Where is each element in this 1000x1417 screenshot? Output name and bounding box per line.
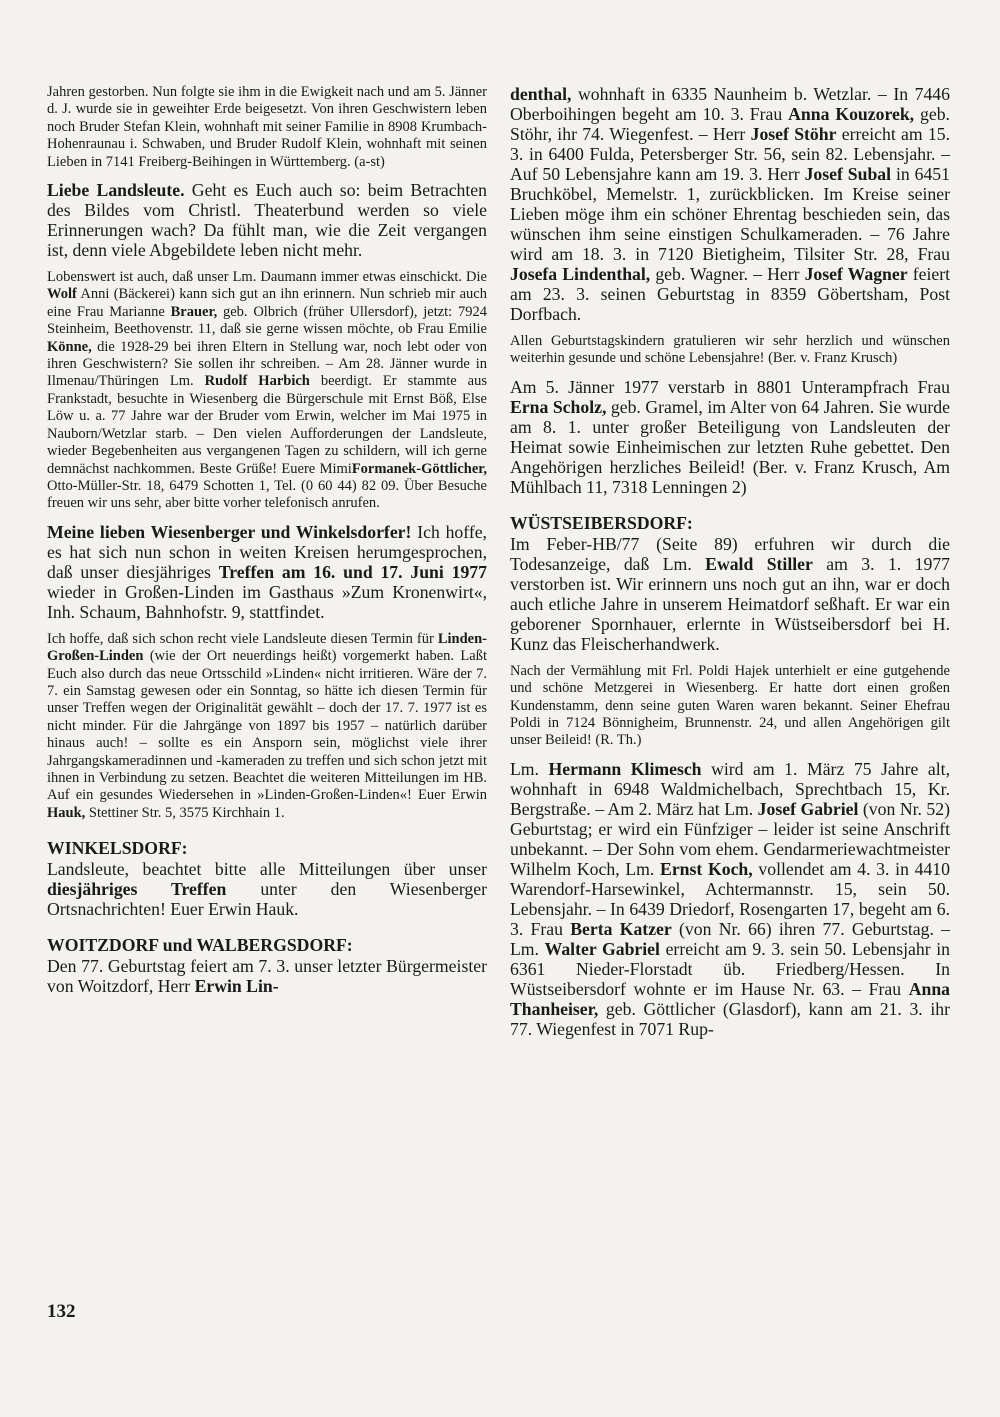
bold-name: Hermann Klimesch: [548, 758, 702, 779]
article-paragraph: [47, 269, 487, 513]
bold-name: Hauk,: [47, 804, 86, 821]
text-run: die 1928-29 bei ihren Eltern in Stellung war, noch lebt oder von ihren Geschwistern? Sie sollen ihr schreiben. – Am 28. Jänner wurde in Ilmenau/Thüringen Lm.: [47, 338, 487, 390]
bold-name: Walter Gabriel: [544, 938, 660, 959]
bold-name: diesjähriges Treffen: [47, 879, 227, 900]
article-paragraph: [47, 522, 487, 622]
text-run: wird am 1. März 75 Jahre alt, wohnhaft in 6948 Waldmichelbach, Sprechtbach 15, Kr. Bergstraße. – Am 2. März hat Lm.: [510, 758, 951, 819]
bold-name: Formanek-Göttlicher,: [351, 460, 487, 477]
article-paragraph: [510, 84, 950, 324]
text-run: Otto-Müller-Str. 18, 6479 Schotten 1, Tel. (0 60 44) 82 09. Über Besuche freuen wir uns sehr, aber bitte vorher telefonisch anrufen.: [47, 477, 487, 512]
bold-name: Treffen am 16. und 17. Juni 1977: [218, 561, 487, 582]
text-run: wohnhaft in 6335 Naunheim b. Wetzlar. – In 7446 Oberboihingen begeht am 10. 3. Frau: [510, 84, 950, 124]
text-run: (von Nr. 66) ihren 77. Geburtstag. – Lm.: [510, 918, 951, 959]
article-paragraph: [510, 333, 950, 368]
text-run: erreicht am 15. 3. in 6400 Fulda, Petersberger Str. 56, sein 82. Lebensjahr. – Auf 50 Lebensjahre kann am 19. 3. Herr: [510, 124, 950, 184]
bold-name: Liebe Landsleute.: [47, 180, 185, 201]
bold-name: Josefa Lindenthal,: [510, 264, 651, 284]
text-run: beerdigt. Er stammte aus Frankstadt, besuchte in Wiesenberg die Bürgerschule mit Ernst Böß, Else Löw u. a. 77 Jahre war der Bruder vom Erwin, welcher im Mai 1975 in Nauborn/Wetzlar starb. – Den vielen Aufforderungen der Landsleute, wieder Begebenheiten aus vergangenen Tagen zu schildern, will ich gerne demnächst nachkommen. Beste Grüße! Euere Mimi: [47, 373, 488, 477]
article-paragraph: [47, 84, 487, 171]
bold-name: Anna Thanheiser,: [510, 978, 950, 1019]
text-run: vollendet am 4. 3. in 4410 Warendorf-Harsewinkel, Achtermannstr. 15, sein 50. Lebensjahr. – In 6439 Driedorf, Rosengarten 17, begeht am 6. 3. Frau: [510, 858, 950, 939]
article-paragraph: [510, 759, 950, 1039]
article-paragraph: [47, 631, 487, 822]
bold-name: Meine lieben Wiesenberger und Winkelsdorfer!: [47, 521, 412, 542]
text-run: Nach der Vermählung mit Frl. Poldi Hajek unterhielt er eine gutgehende und schöne Metzgerei in Wiesenberg. Er hatte dort einen großen Kundenstamm, denn seine guten Waren waren bekannt. Seiner Ehefrau Poldi in 7124 Bönnigheim, Brunnenstr. 24, und allen Angehörigen gilt unser Beileid! (R. Th.): [510, 662, 950, 749]
text-run: wieder in Großen-Linden im Gasthaus »Zum Kronenwirt«, Inh. Schaum, Bahnhofstr. 9, stattfindet.: [47, 581, 487, 622]
bold-name: Rudolf Harbich: [204, 373, 310, 390]
text-run: am 3. 1. 1977 verstorben ist. Wir erinnern uns noch gut an ihn, war er doch auch etliche Jahre in unserem Heimatdorf seßhaft. Er war ein geborener Spornhauer, erlernte in Wüstseibersdorf bei H. Kunz das Fleischerhandwerk.: [510, 553, 951, 654]
text-run: (von Nr. 52) Geburtstag; er wird ein Fünfziger – leider ist seine Anschrift unbekannt. – Der Sohn vom ehem. Gendarmeriewachtmeister Wilhelm Koch, Lm.: [510, 798, 950, 879]
text-run: Geht es Euch auch so: beim Betrachten des Bildes vom Christl. Theaterbund werden so viele Erinnerungen wach? Da fühlt man, wie die Zeit vergangen ist, denn viele Abgebildete leben nicht mehr.: [47, 180, 487, 261]
bold-name: Wolf: [47, 286, 77, 303]
article-paragraph: [47, 180, 487, 260]
bold-name: Könne,: [47, 338, 92, 355]
text-run: Lm.: [510, 758, 549, 779]
text-run: Den 77. Geburtstag feiert am 7. 3. unser letzter Bürgermeister von Woitzdorf, Herr: [47, 956, 487, 997]
text-run: Landsleute, beachtet bitte alle Mitteilungen über unser: [47, 859, 487, 880]
left-column: [47, 84, 487, 996]
text-run: geb. Göttlicher (Glasdorf), kann am 21. 3. ihr 77. Wiegenfest in 7071 Rup-: [510, 998, 950, 1039]
text-run: geb. Gramel, im Alter von 64 Jahren. Sie wurde am 8. 1. unter großer Beteiligung von Landsleuten der Heimat sowie Einheimischen zur letzten Ruhe gebettet. Den Angehörigen herzliches Beileid! (Ber. v. Franz Krusch, Am Mühlbach 11, 7318 Lenningen 2): [510, 396, 950, 497]
bold-name: Ewald Stiller: [705, 553, 813, 574]
text-run: feiert am 23. 3. seinen Geburtstag in 8359 Göbertsham, Post Dorfbach.: [510, 264, 951, 324]
bold-name: Josef Wagner: [804, 264, 908, 284]
right-column: [510, 84, 950, 1039]
text-run: unter den Wiesenberger Ortsnachrichten! Euer Erwin Hauk.: [47, 879, 487, 920]
text-run: Ich hoffe, es hat sich nun schon in weiten Kreisen herumgesprochen, daß unser diesjähriges: [47, 521, 487, 582]
text-run: in 6451 Bruchköbel, Memelstr. 1, zurückblicken. Im Kreise seiner Lieben möge ihm ein schöner Ehrentag beschieden sein, das wünschen ihm seine einstigen Schulkameraden. – 76 Jahre wird am 18. 3. in 7120 Bietigheim, Tilsiter Str. 28, Frau: [510, 164, 950, 264]
page-number: 132: [47, 1301, 76, 1322]
text-run: erreicht am 9. 3. sein 50. Lebensjahr in 6361 Nieder-Florstadt üb. Friedberg/Hessen. In Wüstseibersdorf wohnte er im Hause Nr. 63. – Frau: [510, 938, 951, 999]
section-heading: WINKELSDORF:: [47, 838, 188, 859]
text-run: geb. Stöhr, ihr 74. Wiegenfest. – Herr: [510, 104, 950, 144]
text-run: Stettiner Str. 5, 3575 Kirchhain 1.: [85, 804, 285, 821]
text-run: Allen Geburtstagskindern gratulieren wir sehr herzlich und wünschen weiterhin gesunde und schöne Lebensjahre! (Ber. v. Franz Krusch): [510, 333, 950, 367]
text-run: Im Feber-HB/77 (Seite 89) erfuhren wir durch die Todesanzeige, daß Lm.: [510, 533, 950, 574]
bold-name: Erwin Lin-: [194, 976, 279, 997]
bold-name: denthal,: [510, 84, 572, 104]
text-run: geb. Olbrich (früher Ullersdorf), jetzt: 7924 Steinheim, Beethovenstr. 11, daß sie gerne wissen möchte, ob Frau Emilie: [47, 303, 487, 338]
article-paragraph: [47, 859, 487, 919]
section-heading: WOITZDORF und WALBERGSDORF:: [47, 935, 353, 956]
bold-name: Berta Katzer: [570, 918, 672, 939]
bold-name: Josef Gabriel: [757, 798, 859, 819]
bold-name: Josef Stöhr: [750, 124, 837, 144]
bold-name: Ernst Koch,: [660, 858, 753, 879]
section-heading: WÜSTSEIBERSDORF:: [510, 512, 693, 533]
article-paragraph: [510, 663, 950, 750]
text-run: Jahren gestorben. Nun folgte sie ihm in die Ewigkeit nach und am 5. Jänner d. J. wurde sie in geweihter Erde beigesetzt. Von ihren Geschwistern leben noch Bruder Stefan Klein, wohnhaft mit seiner Familie in 8908 Krumbach-Hohenraunau i. Schwaben, und Bruder Rudolf Klein, wohnhaft mit seinen Lieben in 7141 Freiberg-Beihingen in Württemberg. (a-st): [47, 84, 487, 170]
text-run: Ich hoffe, daß sich schon recht viele Landsleute diesen Termin für: [47, 630, 438, 647]
bold-name: Linden-Großen-Linden: [47, 630, 487, 665]
bold-name: Anna Kouzorek,: [788, 104, 915, 124]
article-paragraph: [510, 377, 950, 497]
article-paragraph: [47, 956, 487, 996]
bold-name: Erna Scholz,: [510, 396, 607, 417]
text-run: Anni (Bäckerei) kann sich gut an ihn erinnern. Nun schrieb mir auch eine Frau Marianne: [47, 286, 487, 320]
text-run: geb. Wagner. – Herr: [650, 264, 805, 284]
text-run: Lobenswert ist auch, daß unser Lm. Daumann immer etwas einschickt. Die: [47, 269, 487, 286]
text-run: (wie der Ort neuerdings heißt) vorgemerkt haben. Laßt Euch also durch das neue Ortsschild »Linden« nicht irritieren. Wäre der 7. 7. ein Samstag gewesen oder ein Sonntag, so hätte ich diesen Termin für unser Treffen wegen der Originalität gewählt – doch der 17. 7. 1977 ist es nicht minder. Für die Jahrgänge von 1897 bis 1957 – natürlich darüber hinaus auch! – sollte es ein Ansporn sein, möglichst viele ihrer Jahrgangskameradinnen und -kameraden zu treffen und sich schon jetzt mit ihnen in Verbindung zu setzen. Beachtet die weiteren Mitteilungen im HB. Auf ein gesundes Wiedersehen in »Linden-Großen-Linden«! Euer Erwin: [47, 648, 487, 804]
text-run: Am 5. Jänner 1977 verstarb in 8801 Unterampfrach Frau: [510, 376, 950, 397]
bold-name: Josef Subal: [804, 164, 892, 184]
article-paragraph: [510, 534, 950, 654]
bold-name: Brauer,: [170, 303, 218, 320]
